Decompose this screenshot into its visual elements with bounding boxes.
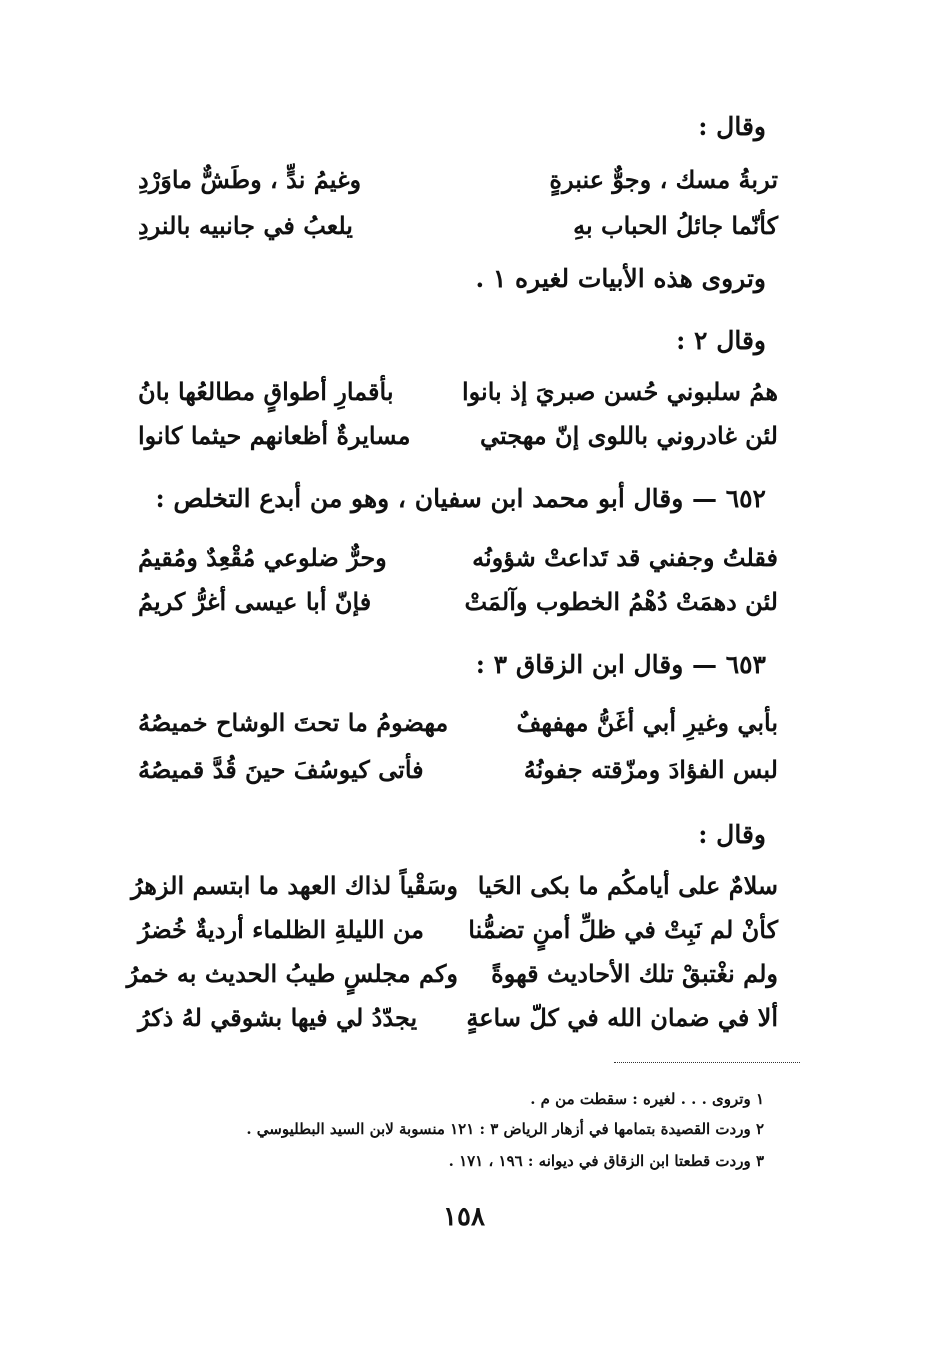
verse-second-hemistich: وسَقْياً لذاك العهد ما ابتسم الزهرُ	[130, 871, 458, 900]
verse-line	[138, 752, 778, 788]
verse-second-hemistich: وكم مجلسٍ طيبُ الحديث به خمرُ	[126, 959, 458, 988]
page-number: ١٥٨	[443, 1202, 485, 1232]
verse-second-hemistich: مهضومُ ما تحتَ الوشاح خميصُهُ	[138, 708, 449, 737]
numbered-heading: ٦٥٣ — وقال ابن الزقاق ٣ :	[475, 650, 766, 679]
verse-line	[138, 1000, 778, 1036]
verse-line	[126, 956, 778, 992]
verse-first-hemistich: سلامٌ على أيامكُم ما بكى الحَيا	[477, 871, 778, 900]
footnote: ١ وتروى . . . لغيره : سقطت من م .	[530, 1090, 764, 1108]
verse-first-hemistich: فقلتُ وجفني قد تَداعتْ شؤونُه	[472, 543, 778, 572]
verse-second-hemistich: وغيمُ ندٍّ ، وطَشٌّ ماوَرْدِ	[138, 165, 362, 194]
verse-line	[138, 584, 778, 620]
verse-first-hemistich: ألا في ضمان الله في كلّ ساعةٍ	[466, 1003, 778, 1032]
verse-second-hemistich: فإنّ أبا عيسى أغرُّ كريمُ	[138, 587, 372, 616]
verse-first-hemistich: لئن غادروني باللوى إنّ مهجتي	[479, 421, 778, 450]
verse-second-hemistich: بأقمارِ أطواقٍ مطالعُها بانُ	[138, 377, 394, 406]
intro-line: وقال :	[698, 820, 766, 849]
verse-line	[138, 705, 778, 741]
footnote-separator	[614, 1062, 800, 1063]
verse-first-hemistich: كأنْ لم نَبِتْ في ظلِّ أمنٍ تضمُّنا	[468, 915, 778, 944]
intro-line: وقال ٢ :	[676, 326, 766, 355]
verse-line	[138, 540, 778, 576]
verse-line	[130, 868, 778, 904]
verse-first-hemistich: بأبي وغيرِ أبي أغَنُّ مهفهفٌ	[516, 708, 778, 737]
verse-second-hemistich: يلعبُ في جانبيه بالنردِ	[138, 211, 353, 240]
verse-first-hemistich: تربةُ مسك ، وجوٌّ عنبرةٍ	[549, 165, 778, 194]
verse-line	[138, 208, 778, 244]
verse-first-hemistich: ولم نغْتبقْ تلك الأحاديث قهوةً	[491, 959, 778, 988]
verse-line	[138, 418, 778, 454]
footnote: ٣ وردت قطعتا ابن الزقاق في ديوانه : ١٩٦ ، ١٧١ .	[448, 1152, 764, 1170]
verse-first-hemistich: كأنّما جائلُ الحباب بهِ	[573, 211, 778, 240]
verse-line	[138, 162, 778, 198]
verse-second-hemistich: يجدّدُ لي فيها بشوقي لهُ ذكرُ	[138, 1003, 418, 1032]
verse-second-hemistich: وحرٌّ ضلوعي مُقْعِدٌ ومُقيمُ	[138, 543, 387, 572]
verse-line	[138, 374, 778, 410]
verse-second-hemistich: من الليلةِ الظلماء أرديةٌ خُضرُ	[138, 915, 424, 944]
numbered-heading: ٦٥٢ — وقال أبو محمد ابن سفيان ، وهو من أبدع التخلص :	[155, 484, 766, 513]
verse-first-hemistich: لبس الفؤادَ ومزّقته جفونُهُ	[523, 755, 778, 784]
verse-second-hemistich: مسايرةٌ أظعانهم حيثما كانوا	[138, 421, 411, 450]
verse-second-hemistich: فأتى كيوسُفَ حينَ قُدَّ قميصُهُ	[138, 755, 424, 784]
attribution-note: وتروى هذه الأبيات لغيره ١ .	[475, 264, 766, 293]
verse-first-hemistich: لئن دهمَتْ دُهْمُ الخطوب وآلمَتْ	[464, 587, 778, 616]
verse-line	[138, 912, 778, 948]
verse-first-hemistich: همُ سلبوني حُسن صبريَ إذ بانوا	[461, 377, 778, 406]
intro-line: وقال :	[698, 112, 766, 141]
footnote: ٢ وردت القصيدة بتمامها في أزهار الرياض ٣ : ١٢١ منسوبة لابن السيد البطليوسي .	[246, 1120, 764, 1138]
